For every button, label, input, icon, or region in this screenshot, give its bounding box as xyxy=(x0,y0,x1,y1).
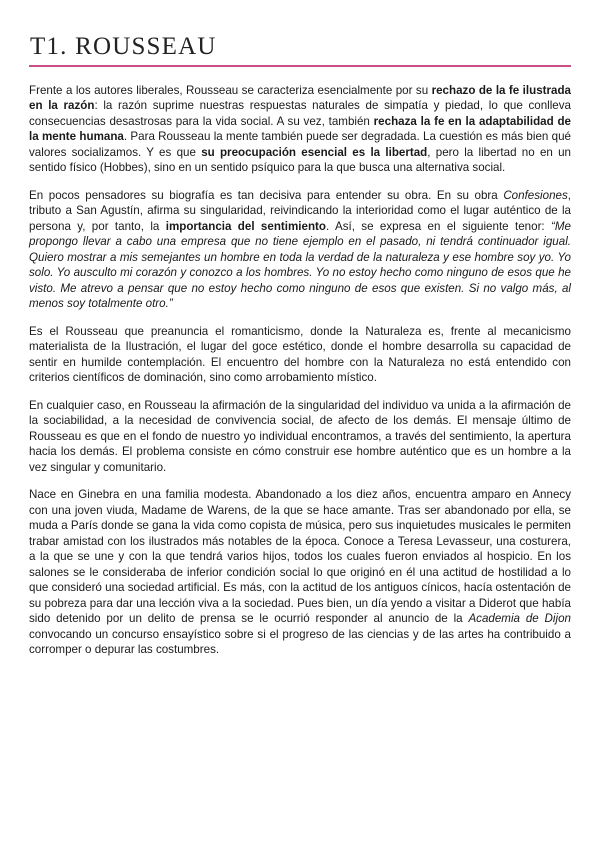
bold-text: importancia del sentimiento xyxy=(165,219,326,233)
body-text: Frente a los autores liberales, Rousseau se caracteriza esencialmente por su xyxy=(29,83,432,97)
paragraph xyxy=(29,324,571,386)
document-body xyxy=(29,83,571,658)
paragraph xyxy=(29,398,571,476)
italic-text: Academia de Dijon xyxy=(468,612,571,625)
body-text: Es el Rousseau que preanuncia el romanticismo, donde la Naturaleza es, frente al mecanicismo materialista de la Ilustración, el lugar del goce estético, donde el hombre desarrolla su capacidad de sentir en humilde contemplación. El encuentro del hombre con la Naturaleza no está entendido con criterios científicos de dominación, sino como arrobamiento místico. xyxy=(29,324,571,384)
italic-text: Confesiones xyxy=(503,188,568,202)
body-text: , pero la libertad no en un sentido físico (Hobbes), sino en un sentido psíquico para la que busca una alternativa social. xyxy=(29,145,572,174)
page-title: T1. ROUSSEAU xyxy=(30,33,217,60)
body-text: . Para Rousseau la mente también puede ser degradada. La cuestión es más bien qué valores socializamos. Y es que xyxy=(29,130,571,159)
italic-text: “Me propongo llevar a cabo una empresa que no tiene ejemplo en el pasado, ni tendrá continuador igual. Quiero mostrar a mis semejantes un hombre en toda la verdad de la naturaleza y ese hombre soy yo. Yo solo. Yo ausculto mi corazón y conozco a los hombres. Yo no estoy hecho como ninguno de esos que he visto. Me atrevo a pensar que no estoy hecho como ninguno de esos que existen. Si no valgo más, al menos soy totalmente otro.” xyxy=(29,219,571,310)
body-text: Nace en Ginebra en una familia modesta. Abandonado a los diez años, encuentra amparo en Annecy con una joven viuda, Madame de Warens, de la que se hace amante. Tras ser abandonado por ella, se muda a París donde se gana la vida como copista de música, pero sus inquietudes musicales le permiten trabar amistad con los ilustrados más notables de la época. Conoce a Teresa Levasseur, una costurera, a la que se une y con la que tendrá varios hijos, todos los cuales fueron enviados al hospicio. En los salones se le consideraba de inferior condición social lo que originó en él una actitud de hostilidad a lo que consideró una sociedad artificial. Es más, con la actitud de los antiguos cínicos, hacía ostentación de su pobreza para dar una lección viva a la sociedad. Pues bien, un día yendo a visitar a Diderot que había sido detenido por un delito de prensa se le ocurrió responder al anuncio de la xyxy=(29,488,571,625)
body-text: . Así, se expresa en el siguiente tenor: xyxy=(326,219,552,233)
body-text: En cualquier caso, en Rousseau la afirmación de la singularidad del individuo va unida a la afirmación de la sociabilidad, a la necesidad de convivencia social, de afecto de los demás. El mensaje último de Rousseau es que en el fondo de nuestro yo individual encontramos, a través del sentimiento, la apertura hacia los demás. El problema consiste en cómo construir ese hombre auténtico que es un hombre a la vez singular y comunitario. xyxy=(29,398,571,474)
title-underline xyxy=(29,65,571,67)
body-text: convocando un concurso ensayístico sobre si el progreso de las ciencias y de las artes ha contribuido a corromper o depurar las costumbres. xyxy=(29,627,571,656)
bold-text: rechaza la fe en la adaptabilidad de la mente humana xyxy=(29,114,571,143)
bold-text: rechazo de la fe ilustrada en la razón xyxy=(29,83,571,112)
paragraph xyxy=(29,188,571,312)
document-page xyxy=(29,32,571,670)
body-text: : la razón suprime nuestras respuestas naturales de simpatía y piedad, lo que conlleva consecuencias desastrosas para la vida social. A su vez, también xyxy=(29,99,571,128)
paragraph xyxy=(29,487,571,658)
body-text: , tributo a San Agustín, afirma su singularidad, reivindicando la interioridad como el lugar auténtico de la persona y, por tanto, la xyxy=(29,188,571,233)
body-text: En pocos pensadores su biografía es tan decisiva para entender su obra. En su obra xyxy=(29,188,504,202)
paragraph xyxy=(29,83,571,176)
bold-text: su preocupación esencial es la libertad xyxy=(201,145,428,159)
